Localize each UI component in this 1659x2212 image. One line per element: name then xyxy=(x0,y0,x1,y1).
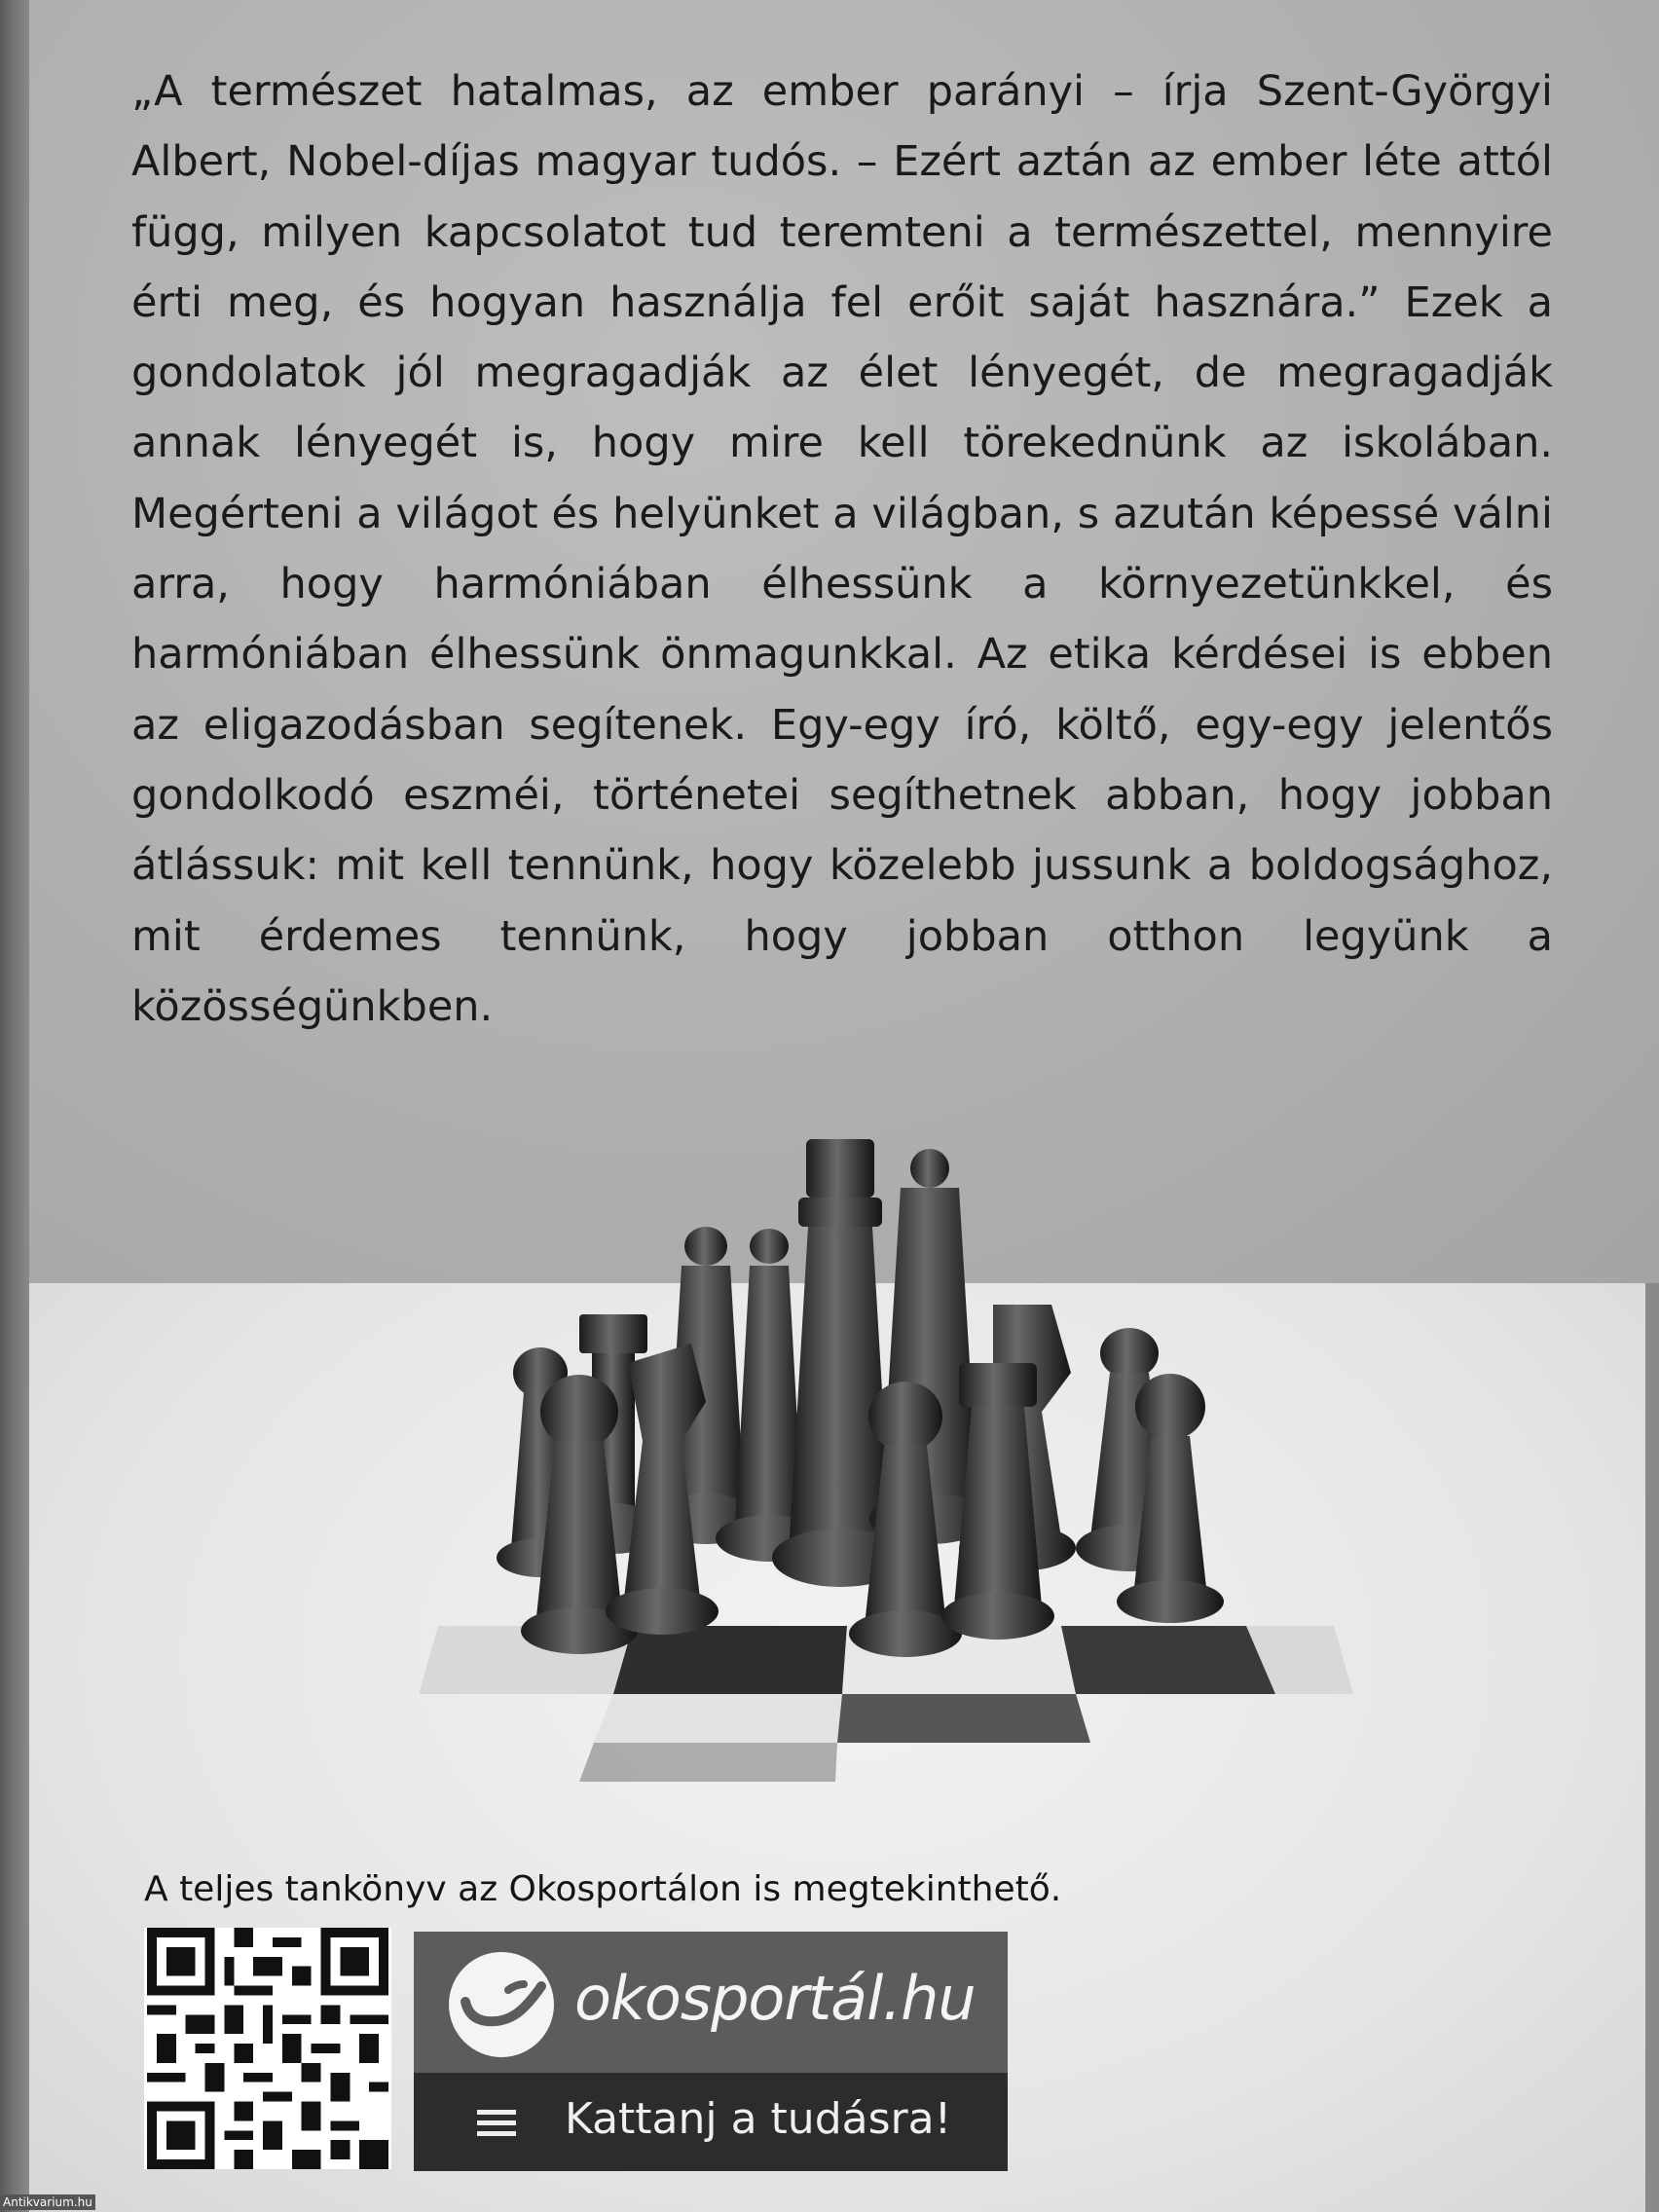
right-edge xyxy=(1645,1283,1659,2212)
online-availability-notice: A teljes tankönyv az Okosportálon is megtekinthető. xyxy=(144,1869,1062,1909)
menu-icon xyxy=(477,2110,516,2137)
brand-name: okosportál.hu xyxy=(574,1963,976,2034)
spine-edge xyxy=(0,0,29,2212)
qr-code-icon[interactable] xyxy=(144,1928,391,2169)
banner-cta-area[interactable] xyxy=(414,2073,1008,2171)
smile-logo-icon xyxy=(448,1951,555,2058)
chess-pieces-illustration xyxy=(370,1120,1392,1801)
cta-text: Kattanj a tudásra! xyxy=(565,2094,952,2144)
blurb-text: „A természet hatalmas, az ember parányi – írja Szent-Györgyi Albert, Nobel-díjas magyar tudós. – Ezért aztán az ember léte attól függ, milyen kapcsolatot tud teremteni a természettel, mennyire érti meg, és hogyan használja fel erőit saját hasznára.” Ezek a gondolatok jól megragadják az élet lényegét, de megragadják annak lényegét is, hogy mire kell törekednünk az iskolában. Megérteni a világot és helyünket a világban, s azután képessé válni arra, hogy harmóniában élhessünk a környezetünkkel, és harmóniában élhessünk önmagunkkal. Az etika kérdései is ebben az eligazodásban segítenek. Egy-egy író, költő, egy-egy jelentős gondolkodó eszméi, történetei segíthetnek abban, hogy jobban átlássuk: mit kell tennünk, hogy közelebb jussunk a boldogsághoz, mit érdemes tennünk, hogy jobban otthon legyünk a közösségünkben. xyxy=(131,67,1553,1031)
banner-brand-area[interactable] xyxy=(414,1932,1008,2073)
watermark: Antikvarium.hu xyxy=(0,2194,95,2210)
okosportal-banner[interactable] xyxy=(414,1932,1008,2171)
